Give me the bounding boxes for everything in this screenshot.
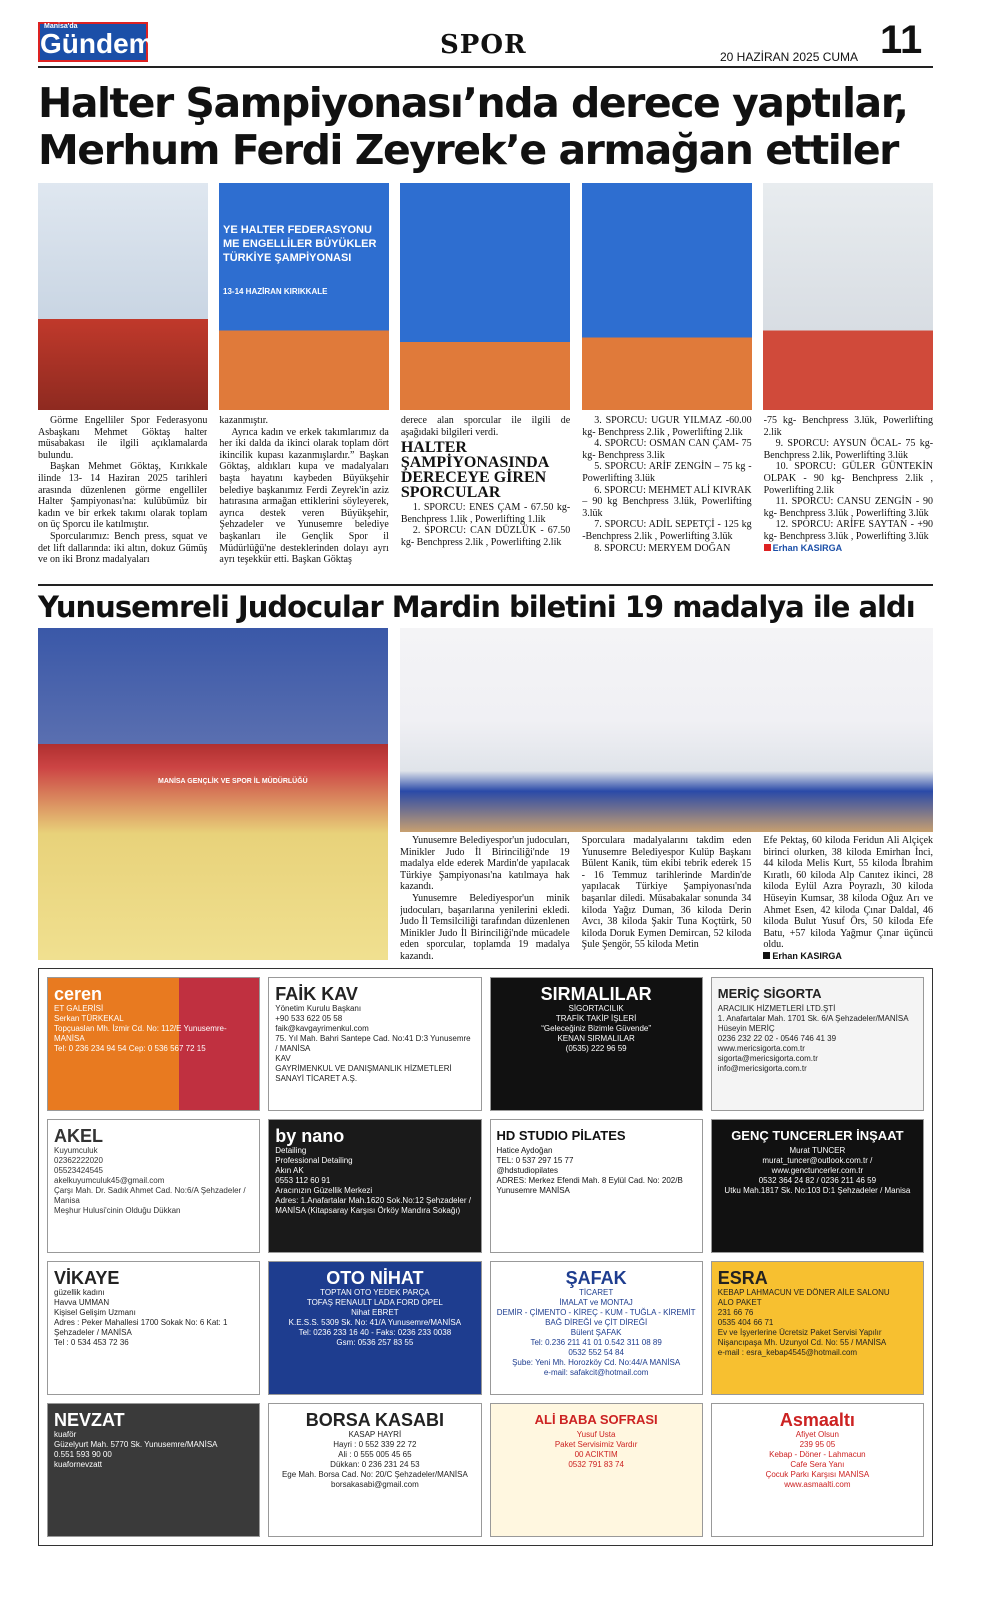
ad-text: 1. Anafartalar Mah. 1701 Sk. 6/A Şehzadeler/MANİSA	[717, 1014, 909, 1023]
ad-text: murat_tuncer@outlook.com.tr / www.genctuncerler.com.tr	[762, 1156, 873, 1175]
ad-text: Havva UMMAN	[54, 1298, 110, 1307]
ad-text: Tel: 0.236 211 41 01 0.542 311 08 89	[530, 1338, 662, 1347]
headline-line-1: Halter Şampiyonası’nda derece yaptılar,	[38, 79, 908, 127]
issue-date: 20 HAZİRAN 2025 CUMA	[720, 50, 859, 64]
advertisement	[490, 977, 703, 1111]
ad-text: KEBAP LAHMACUN VE DÖNER AİLE SALONU	[717, 1288, 890, 1297]
ad-text: Şube: Yeni Mh. Horozköy Cd. No:44/A MANİSA	[512, 1358, 681, 1367]
section-title: SPOR	[440, 30, 527, 60]
ad-text: Hüseyin MERİÇ	[717, 1024, 775, 1033]
advertisement	[268, 1261, 481, 1395]
advertisement	[711, 1119, 924, 1253]
ad-text: Hatice Aydoğan	[496, 1146, 553, 1155]
ad-text: Ali : 0 555 005 45 65	[338, 1450, 412, 1459]
ad-text: TOFAŞ RENAULT LADA FORD OPEL	[306, 1298, 443, 1307]
ad-text: Gsm: 0536 257 83 55	[336, 1338, 414, 1347]
ad-text: TOPTAN OTO YEDEK PARÇA	[320, 1288, 430, 1297]
advertisement	[711, 1261, 924, 1395]
ad-text: 0553 112 60 91	[275, 1176, 331, 1185]
ads-grid	[38, 968, 933, 1546]
ad-text: 231 66 76	[717, 1308, 754, 1317]
article-photo	[582, 183, 752, 410]
ad-text: Kuyumculuk	[54, 1146, 98, 1155]
ad-text: KAV	[275, 1054, 291, 1063]
advertisement	[490, 1119, 703, 1253]
ad-text: Yunusemre MANİSA	[496, 1186, 570, 1195]
ad-text: e-mail: safakcit@hotmail.com	[543, 1368, 649, 1377]
ad-text: Meşhur Hulusi'cinin Olduğu Dükkan	[54, 1206, 181, 1215]
ad-title: GENÇ TUNCERLER İNŞAAT	[731, 1128, 904, 1143]
article-photo	[763, 183, 933, 410]
ad-text: Akın AK	[275, 1166, 304, 1175]
ad-text: Ege Mah. Borsa Cad. No: 20/C Şehzadeler/MANİSA	[281, 1470, 468, 1479]
ad-text: BAĞ DİREĞİ ve ÇİT DİREĞİ	[545, 1318, 648, 1327]
advertisement	[268, 1403, 481, 1537]
ad-text: Professional Detailing	[275, 1156, 353, 1165]
ad-text: TRAFİK TAKİP İŞLERİ	[555, 1014, 637, 1023]
advertisement	[268, 977, 481, 1111]
ad-text: ET GALERİSİ	[54, 1004, 104, 1013]
advertisement	[490, 1261, 703, 1395]
divider	[38, 66, 933, 68]
ad-text: Detailing	[275, 1146, 307, 1155]
byline: Erhan KASIRGA	[763, 951, 842, 961]
ad-text: Kişisel Gelişim Uzmanı	[54, 1308, 136, 1317]
ad-text: güzellik kadını	[54, 1288, 105, 1297]
advertisement	[711, 977, 924, 1111]
ad-text: Yusuf Usta	[576, 1430, 616, 1439]
ad-text: 239 95 05	[799, 1440, 836, 1449]
ad-text: ALO PAKET	[717, 1298, 762, 1307]
ad-text: Kebap - Döner - Lahmacun	[769, 1450, 866, 1459]
ad-text: Paket Servisimiz Vardır	[554, 1440, 638, 1449]
newspaper-logo: Manisa'da Gündem	[38, 22, 148, 62]
ad-text: ADRES: Merkez Efendi Mah. 8 Eylül Cad. No: 202/B	[496, 1176, 683, 1185]
ad-text: kuafornevzatt	[54, 1460, 103, 1469]
ad-text: Tel: 0236 233 16 40 - Faks: 0236 233 0038	[298, 1328, 452, 1337]
ad-text: Serkan TÜRKEKAL	[54, 1014, 124, 1023]
ad-title: VİKAYE	[54, 1268, 120, 1288]
article-photo	[400, 183, 570, 410]
article-photo: YE HALTER FEDERASYONU ME ENGELLİLER BÜYÜKLER TÜRKİYE ŞAMPİYONASI 13-14 HAZİRAN KIRIKKALE	[219, 183, 389, 410]
ad-text: e-mail : esra_kebap4545@hotmail.com	[717, 1348, 858, 1357]
ad-text: Tel: 0 236 234 94 54 Cep: 0 536 567 72 15	[54, 1044, 206, 1053]
ad-text: Aracınızın Güzellik Merkezi	[275, 1186, 373, 1195]
ad-text: Cafe Sera Yanı	[790, 1460, 845, 1469]
ad-text: Çarşı Mah. Dr. Sadık Ahmet Cad. No:6/A Şehzadeler / Manisa	[54, 1186, 246, 1205]
ad-title: OTO NİHAT	[326, 1268, 424, 1288]
ad-text: Adres : Peker Mahallesi 1700 Sokak No: 6 Kat: 1 Şehzadeler / MANİSA	[54, 1318, 228, 1337]
ad-text: KENAN SIRMALILAR	[557, 1034, 635, 1043]
ad-text: info@mericsigorta.com.tr	[717, 1064, 807, 1073]
ad-text: 0236 232 22 02 - 0546 746 41 39	[717, 1034, 837, 1043]
ad-text: 0532 791 83 74	[568, 1460, 624, 1469]
ad-title: NEVZAT	[54, 1410, 125, 1430]
advertisement	[268, 1119, 481, 1253]
ad-title: Asmaaltı	[779, 1410, 855, 1430]
ad-text: 75. Yıl Mah. Bahri Santepe Cad. No:41 D:3 Yunusemre / MANİSA	[275, 1034, 471, 1053]
ad-text: (0535) 222 96 59	[565, 1044, 627, 1053]
ad-text: Bülent ŞAFAK	[570, 1328, 622, 1337]
ad-text: 00 ACIKTIM	[574, 1450, 618, 1459]
headline-line-2: Merhum Ferdi Zeyrek’e armağan ettiler	[38, 126, 898, 174]
ad-text: TEL: 0 537 297 15 77	[496, 1156, 574, 1165]
ad-text: 0532 364 24 82 / 0236 211 46 59	[758, 1176, 877, 1185]
ad-text: Afiyet Olsun	[795, 1430, 839, 1439]
ad-text: Yönetim Kurulu Başkanı	[275, 1004, 362, 1013]
ad-text: Hayri : 0 552 339 22 72	[333, 1440, 417, 1449]
ad-text: sigorta@mericsigorta.com.tr	[717, 1054, 818, 1063]
ad-text: Çocuk Parkı Karşısı MANİSA	[765, 1470, 870, 1479]
ad-text: www.mericsigorta.com.tr	[717, 1044, 805, 1053]
ad-text: K.E.S.S. 5309 Sk. No: 41/A Yunusemre/MANİSA	[288, 1318, 462, 1327]
ad-text: 05523424545	[54, 1166, 103, 1175]
ad-text: Topçuaslan Mh. İzmir Cd. No: 112/E Yunusemre-MANİSA	[54, 1024, 227, 1043]
ad-text: borsakasabi@gmail.com	[331, 1480, 419, 1489]
ad-text: Murat TUNCER	[789, 1146, 846, 1155]
ad-text: faik@kavgayrimenkul.com	[275, 1024, 369, 1033]
ad-text: ARACILIK HİZMETLERİ LTD.ŞTİ	[717, 1004, 836, 1013]
ad-text: KASAP HAYRİ	[348, 1430, 402, 1439]
ad-text: TİCARET	[579, 1288, 614, 1297]
ad-text: kuaför	[54, 1430, 77, 1439]
ad-title: ALİ BABA SOFRASI	[534, 1412, 658, 1427]
ad-title: MERİÇ SİGORTA	[717, 986, 822, 1001]
ad-text: 0532 552 54 84	[568, 1348, 624, 1357]
advertisement	[47, 977, 260, 1111]
ad-title: ESRA	[717, 1268, 768, 1288]
ad-text: Dükkan: 0 236 231 24 53	[330, 1460, 420, 1469]
article-photo	[38, 183, 208, 410]
team-photo	[400, 628, 933, 832]
ad-text: 0.551 593 90 00	[54, 1450, 112, 1459]
ad-text: @hdstudiopilates	[496, 1166, 558, 1175]
byline: Erhan KASIRGA	[764, 543, 843, 553]
article-1-body: Görme Engelliler Spor Federasyonu Asbaşkanı Mehmet Göktaş halter müsabakası ile ilgili açıklamalarda bulundu. Başkan Mehmet Göktaş, Kırıkkale ilinde 13- 14 Haziran 2025 tarihleri arasında düzenlenen görme engelliler Halter Şampiyonası'na: kulübümüz bir kadın ve bir erkek takımı olarak toplam on üç Sporcu ile katılmıştır. Sporcularımız: Bench press, squat ve det lift dallarında: iki altın, dokuz Gümüş ve on iki Bronz madalyaları kazanmıştır. Ayrıca kadın ve erkek takımlarımız da her iki dalda da ikinci olarak toplam dört ikincilik kupası kazanmışlardır.” Başkan Göktaş, aldıkları kupa ve madalyaları başta hayatını kaybeden Büyükşehir belediye başkanımız Ferdi Zeyrek'in aziz hatırasına armağan ettiklerini söyleyerek, ayrıca destek veren Büyükşehir, Şehzadeler ve Yunusemre belediye başkanları ile Gençlik Spor il Müdürlüğü'ne desteklerinden dolayı ayrı ayrı teşekkür etti. Başkan Göktaş derece alan sporcular ile ilgili de aşağıdaki bilgileri verdi. HALTER ŞAMPİYONASINDA DERECEYE GİREN SPORCULAR 1. SPORCU: ENES ÇAM - 67.50 kg- Benchpress 1.lik , Powerlifting 1.lik 2. SPORCU: CAN DÜZLÜK - 67.50 kg- Benchpress 2.lik , Powerlifting 2.lik 3. SPORCU: UĞUR YILMAZ -60.00 kg- Benchpress 2.lik , Powerlifting 2.lik 4. SPORCU: OSMAN CAN ÇAM- 75 kg- Benchpress 3.lik 5. SPORCU: ARİF ZENGİN – 75 kg - Powerlifting 3.lük 6. SPORCU: MEHMET ALİ KIVRAK – 90 kg Benchpress 3.lük, Powerlifting 3.lük 7. SPORCU: ADİL SEPETÇİ - 125 kg -Benchpress 2.lik , Powerlifting 3.lük 8. SPORCU: MERYEM DOĞAN -75 kg- Benchpress 3.lük, Powerlifting 2.lik 9. SPORCU: AYSUN ÖCAL- 75 kg- Benchpress 2.lik, Powerlifting 3.lük 10. SPORCU: GÜLER GÜNTEKİN OLPAK - 90 kg- Benchpress 2.lik , Powerlifting 2.lik 11. SPORCU: CANSU ZENGİN - 90 kg- Benchpress 3.lük , Powerlifting 3.lük 12. SPORCU: ARİFE SAYTAN - +90 kg- Benchpress 3.lük , Powerlifting 3.lük Erhan KASIRGA	[38, 415, 934, 566]
ad-title: HD STUDIO PİLATES	[496, 1128, 626, 1143]
ad-title: FAİK KAV	[275, 984, 358, 1004]
ad-title: by nano	[275, 1126, 345, 1146]
ad-text: Nihat EBRET	[351, 1308, 399, 1317]
subheading: HALTER ŞAMPİYONASINDA DERECEYE GİREN SPORCULAR	[400, 439, 549, 502]
advertisement	[47, 1403, 260, 1537]
ad-text: 0535 404 66 71	[717, 1318, 774, 1327]
advertisement	[47, 1119, 260, 1253]
ad-text: GAYRİMENKUL VE DANIŞMANLIK HİZMETLERİ SANAYİ TİCARET A.Ş.	[275, 1064, 452, 1083]
article-2-body: Yunusemre Belediyespor'un judocuları, Minikler Judo İl Birinciliği'nde 19 madalya elde ederek Mardin'de yapılacak Türkiye Şampiyonası'na katılmaya hak kazandı. Yunusemre Belediyespor'un minik judocuları, başarılarına yenilerini ekledi. Judo İl Temsilciliği tarafından düzenlenen Minikler Judo İl Birinciliği'nde mücadele eden sporcular, toplamda 19 madalya kazandı. Sporculara madalyalarını takdim eden Yunusemre Belediyespor Kulüp Başkanı Bülent Kanik, tüm ekibi tebrik ederek 15 - 16 Temmuz tarihlerinde Mardin'de yapılacak Türkiye Şampiyonası'nda başarılar diledi. Müsabakalar sonunda 34 kiloda Yağız Duman, 36 kiloda Derin Avcı, 38 kiloda Şakir Tuna Koçtürk, 50 kiloda Doruk Eymen Demircan, 52 kiloda Şule Şengör, 55 kiloda Metin Efe Pektaş, 60 kiloda Feridun Ali Alçiçek birinci olurken, 38 kiloda Emirhan İnci, 44 kiloda Melis Kurt, 55 kiloda İbrahim Kıratlı, 60 kiloda Alp Canıtez ikinci, 28 kiloda Eylül Azra Poyrazlı, 30 kiloda Hüseyin Kumsar, 38 kiloda Oğuz Arı ve Ahmet Esen, 42 kiloda Çınar Daldal, 46 kiloda Bulut Yusuf Örs, 50 kiloda Efe Batu, +57 kiloda Yağmur Çınar üçüncü oldu. Erhan KASIRGA	[400, 835, 934, 961]
ad-text: Ev ve İşyerlerine Ücretsiz Paket Servisi Yapılır	[717, 1328, 882, 1337]
page-number: 11	[880, 18, 923, 62]
ad-text: Adres: 1.Anafartalar Mah.1620 Sok.No:12 Şehzadeler / MANİSA (Kitapsaray Karşısı Örköy Mandıra Sokağı)	[275, 1196, 471, 1215]
advertisement	[711, 1403, 924, 1537]
ad-text: SİGORTACILIK	[568, 1004, 624, 1013]
ad-text: Tel : 0 534 453 72 36	[54, 1338, 129, 1347]
divider	[38, 584, 933, 586]
advertisement	[47, 1261, 260, 1395]
ad-text: İMALAT ve MONTAJ	[559, 1298, 633, 1307]
ad-text: 02362222020	[54, 1156, 103, 1165]
advertisement	[490, 1403, 703, 1537]
headline-2: Yunusemreli Judocular Mardin biletini 19 madalya ile aldı	[38, 590, 915, 624]
ad-title: SIRMALILAR	[540, 984, 652, 1004]
ad-title: AKEL	[54, 1126, 103, 1146]
ad-text: DEMİR - ÇİMENTO - KİREÇ - KUM - TUĞLA - KİREMİT	[496, 1308, 696, 1317]
ad-text: “Geleceğiniz Bizimle Güvende”	[541, 1024, 652, 1033]
ad-text: www.asmaalti.com	[784, 1480, 851, 1489]
ad-title: ŞAFAK	[565, 1268, 627, 1288]
ad-text: Güzelyurt Mah. 5770 Sk. Yunusemre/MANİSA	[54, 1440, 218, 1449]
ad-title: ceren	[54, 984, 103, 1004]
ad-text: akelkuyumculuk45@gmail.com	[54, 1176, 165, 1185]
judo-match-photo: MANİSA GENÇLİK VE SPOR İL MÜDÜRLÜĞÜ	[38, 628, 388, 960]
ad-text: Nişancıpaşa Mh. Uzunyol Cd. No: 55 / MANİSA	[717, 1338, 887, 1347]
ad-title: BORSA KASABI	[305, 1410, 445, 1430]
ad-text: +90 533 622 05 58	[275, 1014, 343, 1023]
ad-text: Utku Mah.1817 Sk. No:103 D:1 Şehzadeler / Manisa	[724, 1186, 911, 1195]
